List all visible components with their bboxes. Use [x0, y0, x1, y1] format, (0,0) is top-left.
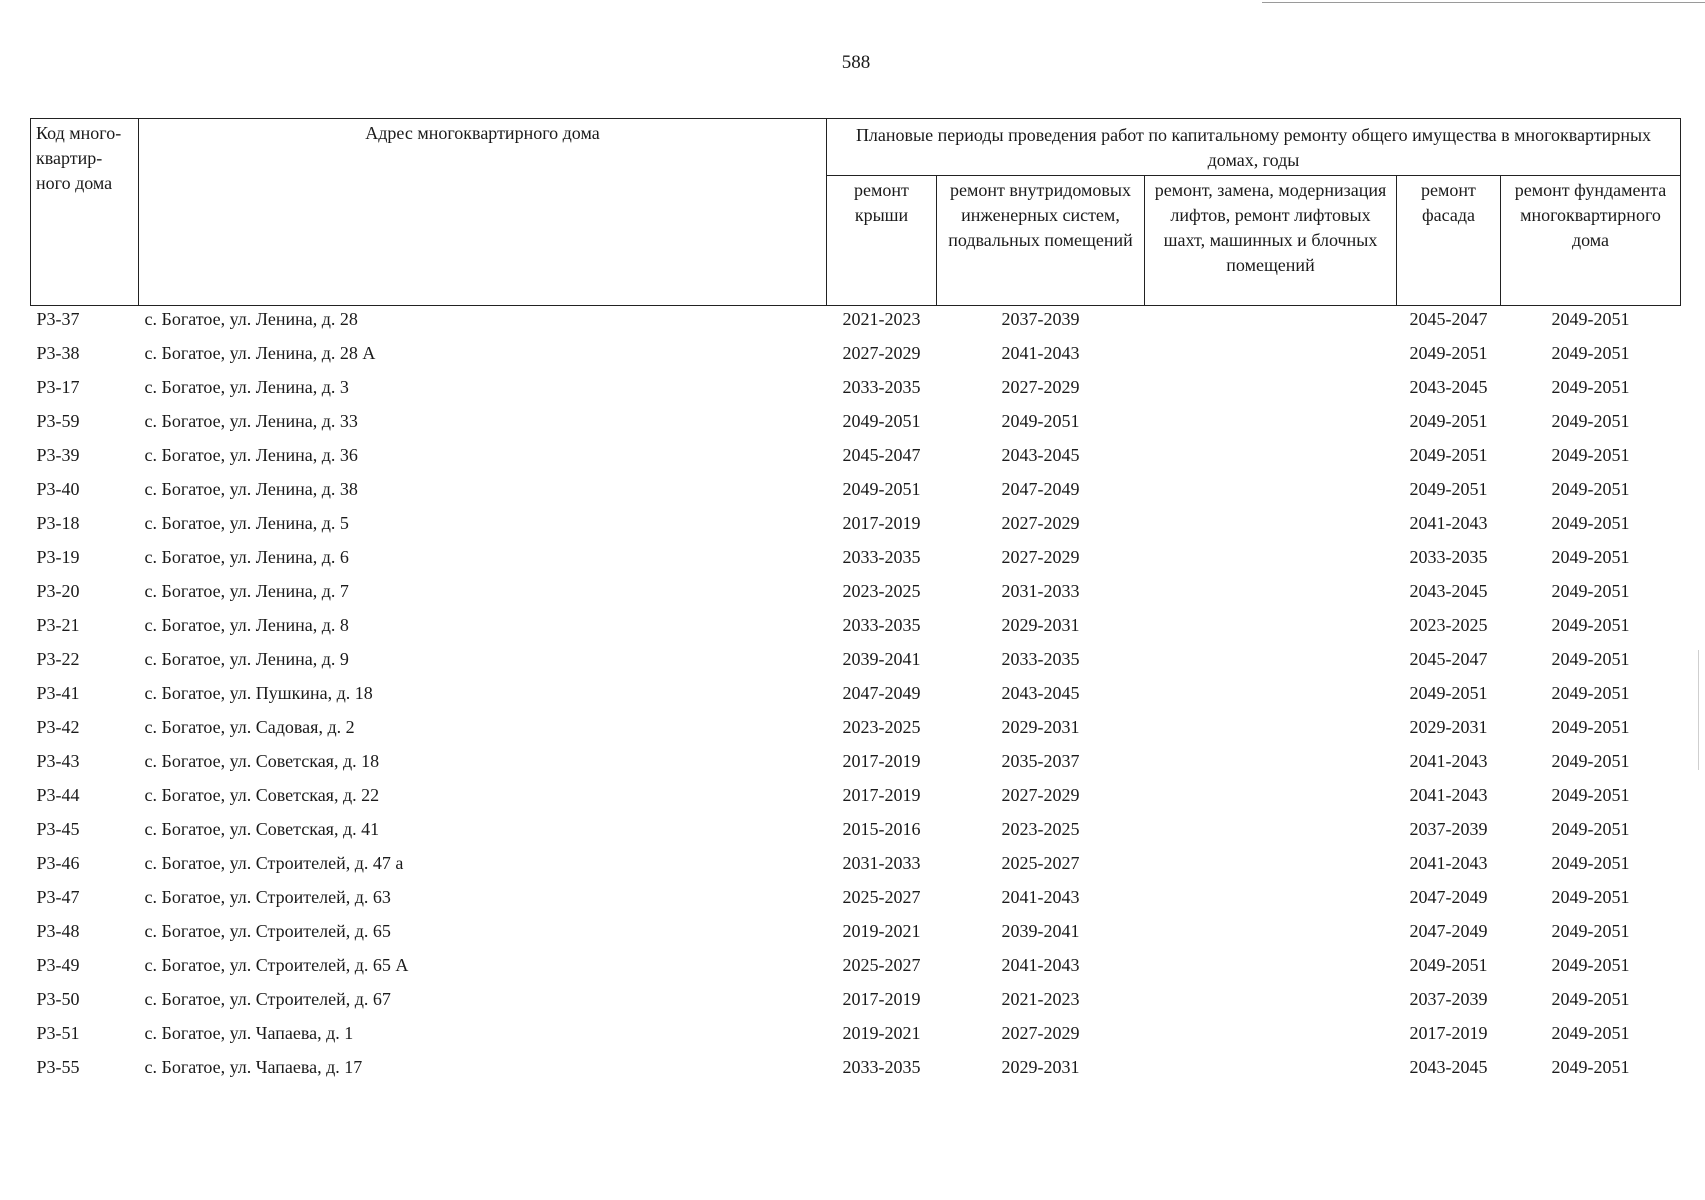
cell-house-code: Р3-41 — [36, 683, 80, 703]
cell-systems-period: 2027-2029 — [1001, 785, 1080, 805]
cell-facade-period: 2033-2035 — [1409, 547, 1488, 567]
cell-systems-period: 2033-2035 — [1001, 649, 1080, 669]
cell-systems-period: 2027-2029 — [1001, 513, 1080, 533]
cell-foundation-period: 2049-2051 — [1551, 717, 1630, 737]
cell-facade-period: 2049-2051 — [1409, 955, 1488, 975]
cell-systems-period: 2027-2029 — [1001, 1023, 1080, 1043]
cell-address: с. Богатое, ул. Ленина, д. 36 — [144, 445, 358, 465]
cell-lifts-period — [1145, 1054, 1397, 1088]
header-planned-periods: Плановые периоды проведения работ по капитальному ремонту общего имущества в многоквартирных домах, годы — [827, 119, 1681, 176]
cell-house-code: Р3-59 — [36, 411, 80, 431]
cell-house-code: Р3-42 — [36, 717, 80, 737]
cell-address: с. Богатое, ул. Строителей, д. 65 — [144, 921, 391, 941]
cell-facade-period: 2045-2047 — [1409, 309, 1488, 329]
cell-house-code: Р3-22 — [36, 649, 80, 669]
cell-roof-period: 2025-2027 — [842, 955, 921, 975]
cell-lifts-period — [1145, 918, 1397, 952]
cell-lifts-period — [1145, 612, 1397, 646]
cell-systems-period: 2029-2031 — [1001, 1057, 1080, 1077]
cell-facade-period: 2043-2045 — [1409, 581, 1488, 601]
cell-address: с. Богатое, ул. Ленина, д. 9 — [144, 649, 349, 669]
cell-house-code: Р3-17 — [36, 377, 80, 397]
cell-foundation-period: 2049-2051 — [1551, 853, 1630, 873]
cell-lifts-period — [1145, 748, 1397, 782]
table-row — [31, 510, 1681, 544]
table-row — [31, 374, 1681, 408]
cell-roof-period: 2015-2016 — [842, 819, 921, 839]
cell-address: с. Богатое, ул. Ленина, д. 5 — [144, 513, 349, 533]
cell-lifts-period — [1145, 374, 1397, 408]
cell-facade-period: 2041-2043 — [1409, 853, 1488, 873]
cell-facade-period: 2045-2047 — [1409, 649, 1488, 669]
cell-house-code: Р3-45 — [36, 819, 80, 839]
table-body — [31, 306, 1681, 1089]
cell-address: с. Богатое, ул. Строителей, д. 67 — [144, 989, 391, 1009]
repair-schedule-table — [30, 118, 1681, 1088]
cell-address: с. Богатое, ул. Садовая, д. 2 — [144, 717, 355, 737]
cell-roof-period: 2045-2047 — [842, 445, 921, 465]
table-row — [31, 544, 1681, 578]
cell-lifts-period — [1145, 510, 1397, 544]
cell-house-code: Р3-18 — [36, 513, 80, 533]
cell-roof-period: 2019-2021 — [842, 1023, 921, 1043]
cell-systems-period: 2027-2029 — [1001, 377, 1080, 397]
table-row — [31, 714, 1681, 748]
cell-foundation-period: 2049-2051 — [1551, 751, 1630, 771]
cell-lifts-period — [1145, 340, 1397, 374]
header-house-code: Код много-квартир-ного дома — [31, 119, 139, 306]
cell-facade-period: 2047-2049 — [1409, 887, 1488, 907]
cell-address: с. Богатое, ул. Ленина, д. 28 — [144, 309, 358, 329]
cell-foundation-period: 2049-2051 — [1551, 955, 1630, 975]
cell-address: с. Богатое, ул. Пушкина, д. 18 — [144, 683, 373, 703]
cell-systems-period: 2041-2043 — [1001, 343, 1080, 363]
table-row — [31, 442, 1681, 476]
cell-house-code: Р3-40 — [36, 479, 80, 499]
table-row — [31, 850, 1681, 884]
cell-address: с. Богатое, ул. Ленина, д. 33 — [144, 411, 358, 431]
cell-house-code: Р3-43 — [36, 751, 80, 771]
cell-address: с. Богатое, ул. Советская, д. 18 — [144, 751, 380, 771]
cell-foundation-period: 2049-2051 — [1551, 309, 1630, 329]
cell-address: с. Богатое, ул. Ленина, д. 3 — [144, 377, 349, 397]
cell-facade-period: 2037-2039 — [1409, 989, 1488, 1009]
cell-house-code: Р3-50 — [36, 989, 80, 1009]
scan-edge-line — [1262, 2, 1705, 3]
cell-roof-period: 2027-2029 — [842, 343, 921, 363]
cell-facade-period: 2049-2051 — [1409, 445, 1488, 465]
cell-facade-period: 2029-2031 — [1409, 717, 1488, 737]
cell-house-code: Р3-48 — [36, 921, 80, 941]
cell-house-code: Р3-44 — [36, 785, 80, 805]
cell-systems-period: 2047-2049 — [1001, 479, 1080, 499]
table-row — [31, 816, 1681, 850]
table-row — [31, 578, 1681, 612]
table-row — [31, 1020, 1681, 1054]
table-row — [31, 408, 1681, 442]
cell-lifts-period — [1145, 1020, 1397, 1054]
cell-roof-period: 2033-2035 — [842, 547, 921, 567]
table-row — [31, 748, 1681, 782]
cell-house-code: Р3-51 — [36, 1023, 80, 1043]
cell-facade-period: 2049-2051 — [1409, 411, 1488, 431]
cell-facade-period: 2049-2051 — [1409, 343, 1488, 363]
cell-systems-period: 2029-2031 — [1001, 615, 1080, 635]
cell-foundation-period: 2049-2051 — [1551, 785, 1630, 805]
cell-lifts-period — [1145, 816, 1397, 850]
cell-address: с. Богатое, ул. Строителей, д. 47 а — [144, 853, 404, 873]
cell-address: с. Богатое, ул. Ленина, д. 6 — [144, 547, 349, 567]
cell-foundation-period: 2049-2051 — [1551, 887, 1630, 907]
table-row — [31, 986, 1681, 1020]
cell-roof-period: 2047-2049 — [842, 683, 921, 703]
cell-systems-period: 2037-2039 — [1001, 309, 1080, 329]
cell-roof-period: 2017-2019 — [842, 513, 921, 533]
cell-house-code: Р3-55 — [36, 1057, 80, 1077]
cell-systems-period: 2043-2045 — [1001, 445, 1080, 465]
cell-foundation-period: 2049-2051 — [1551, 615, 1630, 635]
cell-facade-period: 2049-2051 — [1409, 683, 1488, 703]
cell-roof-period: 2039-2041 — [842, 649, 921, 669]
cell-systems-period: 2043-2045 — [1001, 683, 1080, 703]
cell-lifts-period — [1145, 782, 1397, 816]
cell-foundation-period: 2049-2051 — [1551, 989, 1630, 1009]
cell-roof-period: 2033-2035 — [842, 377, 921, 397]
cell-facade-period: 2047-2049 — [1409, 921, 1488, 941]
cell-foundation-period: 2049-2051 — [1551, 649, 1630, 669]
cell-house-code: Р3-39 — [36, 445, 80, 465]
cell-facade-period: 2037-2039 — [1409, 819, 1488, 839]
cell-house-code: Р3-38 — [36, 343, 80, 363]
cell-address: с. Богатое, ул. Ленина, д. 38 — [144, 479, 358, 499]
cell-roof-period: 2017-2019 — [842, 989, 921, 1009]
cell-foundation-period: 2049-2051 — [1551, 479, 1630, 499]
cell-foundation-period: 2049-2051 — [1551, 819, 1630, 839]
cell-systems-period: 2049-2051 — [1001, 411, 1080, 431]
header-systems-repair: ремонт внутридомовых инженерных систем, подвальных помещений — [937, 176, 1145, 306]
table-row — [31, 646, 1681, 680]
cell-house-code: Р3-47 — [36, 887, 80, 907]
cell-facade-period: 2023-2025 — [1409, 615, 1488, 635]
header-lifts-repair: ремонт, замена, модернизация лифтов, ремонт лифтовых шахт, машинных и блочных помещений — [1145, 176, 1397, 306]
cell-lifts-period — [1145, 714, 1397, 748]
cell-foundation-period: 2049-2051 — [1551, 411, 1630, 431]
cell-roof-period: 2023-2025 — [842, 717, 921, 737]
cell-facade-period: 2043-2045 — [1409, 377, 1488, 397]
cell-lifts-period — [1145, 680, 1397, 714]
cell-house-code: Р3-20 — [36, 581, 80, 601]
cell-roof-period: 2049-2051 — [842, 479, 921, 499]
cell-systems-period: 2041-2043 — [1001, 887, 1080, 907]
cell-roof-period: 2049-2051 — [842, 411, 921, 431]
cell-roof-period: 2025-2027 — [842, 887, 921, 907]
table-row — [31, 782, 1681, 816]
cell-lifts-period — [1145, 646, 1397, 680]
cell-lifts-period — [1145, 306, 1397, 341]
cell-facade-period: 2041-2043 — [1409, 513, 1488, 533]
table-row — [31, 680, 1681, 714]
cell-house-code: Р3-21 — [36, 615, 80, 635]
cell-foundation-period: 2049-2051 — [1551, 343, 1630, 363]
cell-foundation-period: 2049-2051 — [1551, 581, 1630, 601]
cell-systems-period: 2041-2043 — [1001, 955, 1080, 975]
cell-foundation-period: 2049-2051 — [1551, 921, 1630, 941]
cell-address: с. Богатое, ул. Ленина, д. 8 — [144, 615, 349, 635]
cell-roof-period: 2017-2019 — [842, 751, 921, 771]
cell-lifts-period — [1145, 544, 1397, 578]
cell-lifts-period — [1145, 986, 1397, 1020]
table-row — [31, 918, 1681, 952]
cell-foundation-period: 2049-2051 — [1551, 683, 1630, 703]
cell-systems-period: 2027-2029 — [1001, 547, 1080, 567]
cell-foundation-period: 2049-2051 — [1551, 1057, 1630, 1077]
cell-facade-period: 2041-2043 — [1409, 785, 1488, 805]
cell-lifts-period — [1145, 850, 1397, 884]
cell-lifts-period — [1145, 952, 1397, 986]
cell-lifts-period — [1145, 578, 1397, 612]
cell-lifts-period — [1145, 442, 1397, 476]
cell-lifts-period — [1145, 884, 1397, 918]
cell-roof-period: 2019-2021 — [842, 921, 921, 941]
cell-address: с. Богатое, ул. Ленина, д. 28 А — [144, 343, 376, 363]
cell-facade-period: 2041-2043 — [1409, 751, 1488, 771]
cell-systems-period: 2021-2023 — [1001, 989, 1080, 1009]
cell-house-code: Р3-46 — [36, 853, 80, 873]
cell-systems-period: 2025-2027 — [1001, 853, 1080, 873]
cell-house-code: Р3-19 — [36, 547, 80, 567]
cell-roof-period: 2021-2023 — [842, 309, 921, 329]
cell-roof-period: 2023-2025 — [842, 581, 921, 601]
table-row — [31, 612, 1681, 646]
cell-facade-period: 2017-2019 — [1409, 1023, 1488, 1043]
cell-systems-period: 2023-2025 — [1001, 819, 1080, 839]
cell-roof-period: 2033-2035 — [842, 1057, 921, 1077]
cell-address: с. Богатое, ул. Чапаева, д. 1 — [144, 1023, 354, 1043]
cell-foundation-period: 2049-2051 — [1551, 377, 1630, 397]
table-row — [31, 884, 1681, 918]
cell-systems-period: 2039-2041 — [1001, 921, 1080, 941]
cell-facade-period: 2049-2051 — [1409, 479, 1488, 499]
cell-lifts-period — [1145, 476, 1397, 510]
cell-systems-period: 2029-2031 — [1001, 717, 1080, 737]
header-facade-repair: ремонт фасада — [1397, 176, 1501, 306]
table-row — [31, 952, 1681, 986]
header-foundation-repair: ремонт фундамента многоквартирного дома — [1501, 176, 1681, 306]
cell-house-code: Р3-49 — [36, 955, 80, 975]
cell-foundation-period: 2049-2051 — [1551, 513, 1630, 533]
cell-lifts-period — [1145, 408, 1397, 442]
table-row — [31, 306, 1681, 341]
header-address: Адрес многоквартирного дома — [139, 119, 827, 306]
cell-facade-period: 2043-2045 — [1409, 1057, 1488, 1077]
cell-systems-period: 2031-2033 — [1001, 581, 1080, 601]
cell-house-code: Р3-37 — [36, 309, 80, 329]
table-row — [31, 476, 1681, 510]
cell-address: с. Богатое, ул. Строителей, д. 63 — [144, 887, 391, 907]
cell-roof-period: 2031-2033 — [842, 853, 921, 873]
cell-foundation-period: 2049-2051 — [1551, 445, 1630, 465]
cell-address: с. Богатое, ул. Советская, д. 22 — [144, 785, 380, 805]
table-row — [31, 340, 1681, 374]
table-row — [31, 1054, 1681, 1088]
cell-address: с. Богатое, ул. Чапаева, д. 17 — [144, 1057, 363, 1077]
cell-address: с. Богатое, ул. Ленина, д. 7 — [144, 581, 349, 601]
cell-foundation-period: 2049-2051 — [1551, 547, 1630, 567]
cell-roof-period: 2033-2035 — [842, 615, 921, 635]
header-roof-repair: ремонт крыши — [827, 176, 937, 306]
cell-roof-period: 2017-2019 — [842, 785, 921, 805]
cell-foundation-period: 2049-2051 — [1551, 1023, 1630, 1043]
page-number: 588 — [841, 52, 871, 73]
cell-systems-period: 2035-2037 — [1001, 751, 1080, 771]
scan-edge-mark — [1698, 650, 1699, 770]
cell-address: с. Богатое, ул. Строителей, д. 65 А — [144, 955, 409, 975]
cell-address: с. Богатое, ул. Советская, д. 41 — [144, 819, 380, 839]
